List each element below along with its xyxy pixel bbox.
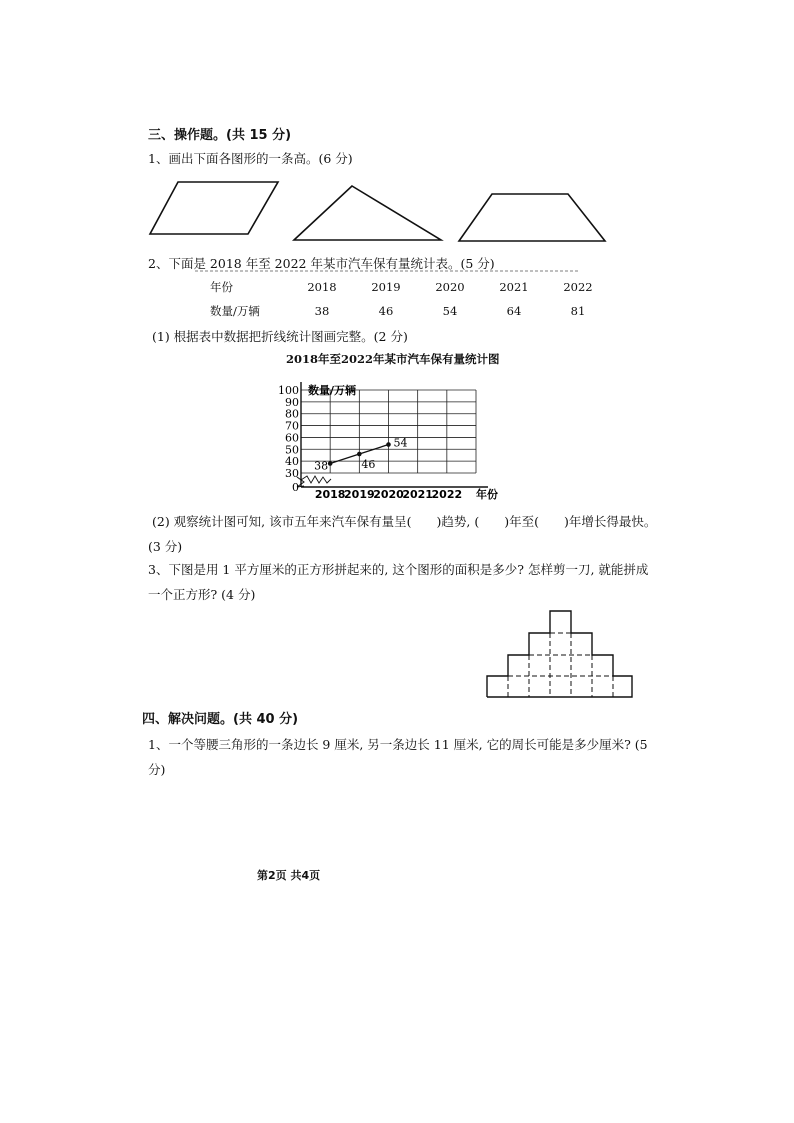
section3-heading: 三、操作题。(共 15 分) (148, 128, 292, 143)
y-tick-label: 100 (278, 384, 299, 397)
table-cell: 2022 (563, 280, 593, 294)
table-cell: 2021 (499, 280, 529, 294)
y-tick-label: 60 (285, 431, 299, 445)
table-cell: 64 (506, 304, 522, 318)
x-axis-label: 年份 (476, 488, 498, 501)
y-tick-label: 50 (285, 443, 299, 457)
chart-title: 2018年至2022年某市汽车保有量统计图 (286, 352, 500, 366)
table-cell: 38 (314, 304, 330, 318)
table-cell: 46 (378, 304, 394, 318)
data-label: 38 (314, 459, 329, 473)
page-number: 第2页 共4页 (257, 869, 321, 882)
table-cell: 2019 (371, 280, 401, 294)
q1-text: 1、画出下面各图形的一条高。(6 分) (148, 151, 353, 166)
y-tick-label: 30 (285, 467, 299, 480)
s4-q1-line1: 1、一个等腰三角形的一条边长 9 厘米, 另一条边长 11 厘米, 它的周长可能是多少厘米? (5 (148, 737, 648, 752)
table-cell: 数量/万辆 (210, 304, 260, 318)
table-cell: 81 (570, 304, 586, 318)
section4-heading: 四、解决问题。(共 40 分) (142, 712, 299, 727)
data-label: 46 (361, 458, 376, 472)
x-tick-label: 2020 (373, 488, 404, 501)
table-cell: 2018 (307, 280, 337, 294)
y-tick-label: 40 (285, 455, 299, 469)
s4-q1-line2: 分) (148, 762, 166, 777)
y-tick-label: 90 (285, 395, 299, 409)
q3-line1: 3、下图是用 1 平方厘米的正方形拼起来的, 这个图形的面积是多少? 怎样剪一刀, 就能拼成 (148, 562, 649, 577)
q2-text: 2、下面是 2018 年至 2022 年某市汽车保有量统计表。(5 分) (148, 256, 495, 271)
table-cell: 2020 (435, 280, 465, 294)
data-label: 54 (393, 436, 408, 450)
q3-line2: 一个正方形? (4 分) (148, 587, 256, 602)
y-tick-label: 0 (292, 481, 299, 494)
x-tick-label: 2021 (402, 488, 433, 501)
q2-sub2: (2) 观察统计图可知, 该市五年来汽车保有量呈( )趋势, ( )年至( )年增长得最快。 (152, 514, 657, 529)
q2-sub2-score: (3 分) (148, 539, 183, 554)
x-tick-label: 2022 (431, 488, 463, 501)
x-tick-label: 2019 (344, 488, 375, 501)
table-cell: 54 (442, 304, 458, 318)
y-tick-label: 80 (285, 407, 299, 421)
y-axis-label: 数量/万辆 (308, 384, 357, 397)
x-tick-label: 2018 (314, 488, 346, 501)
y-tick-label: 70 (285, 419, 299, 433)
q2-sub1: (1) 根据表中数据把折线统计图画完整。(2 分) (152, 329, 408, 344)
table-cell: 年份 (210, 280, 233, 294)
